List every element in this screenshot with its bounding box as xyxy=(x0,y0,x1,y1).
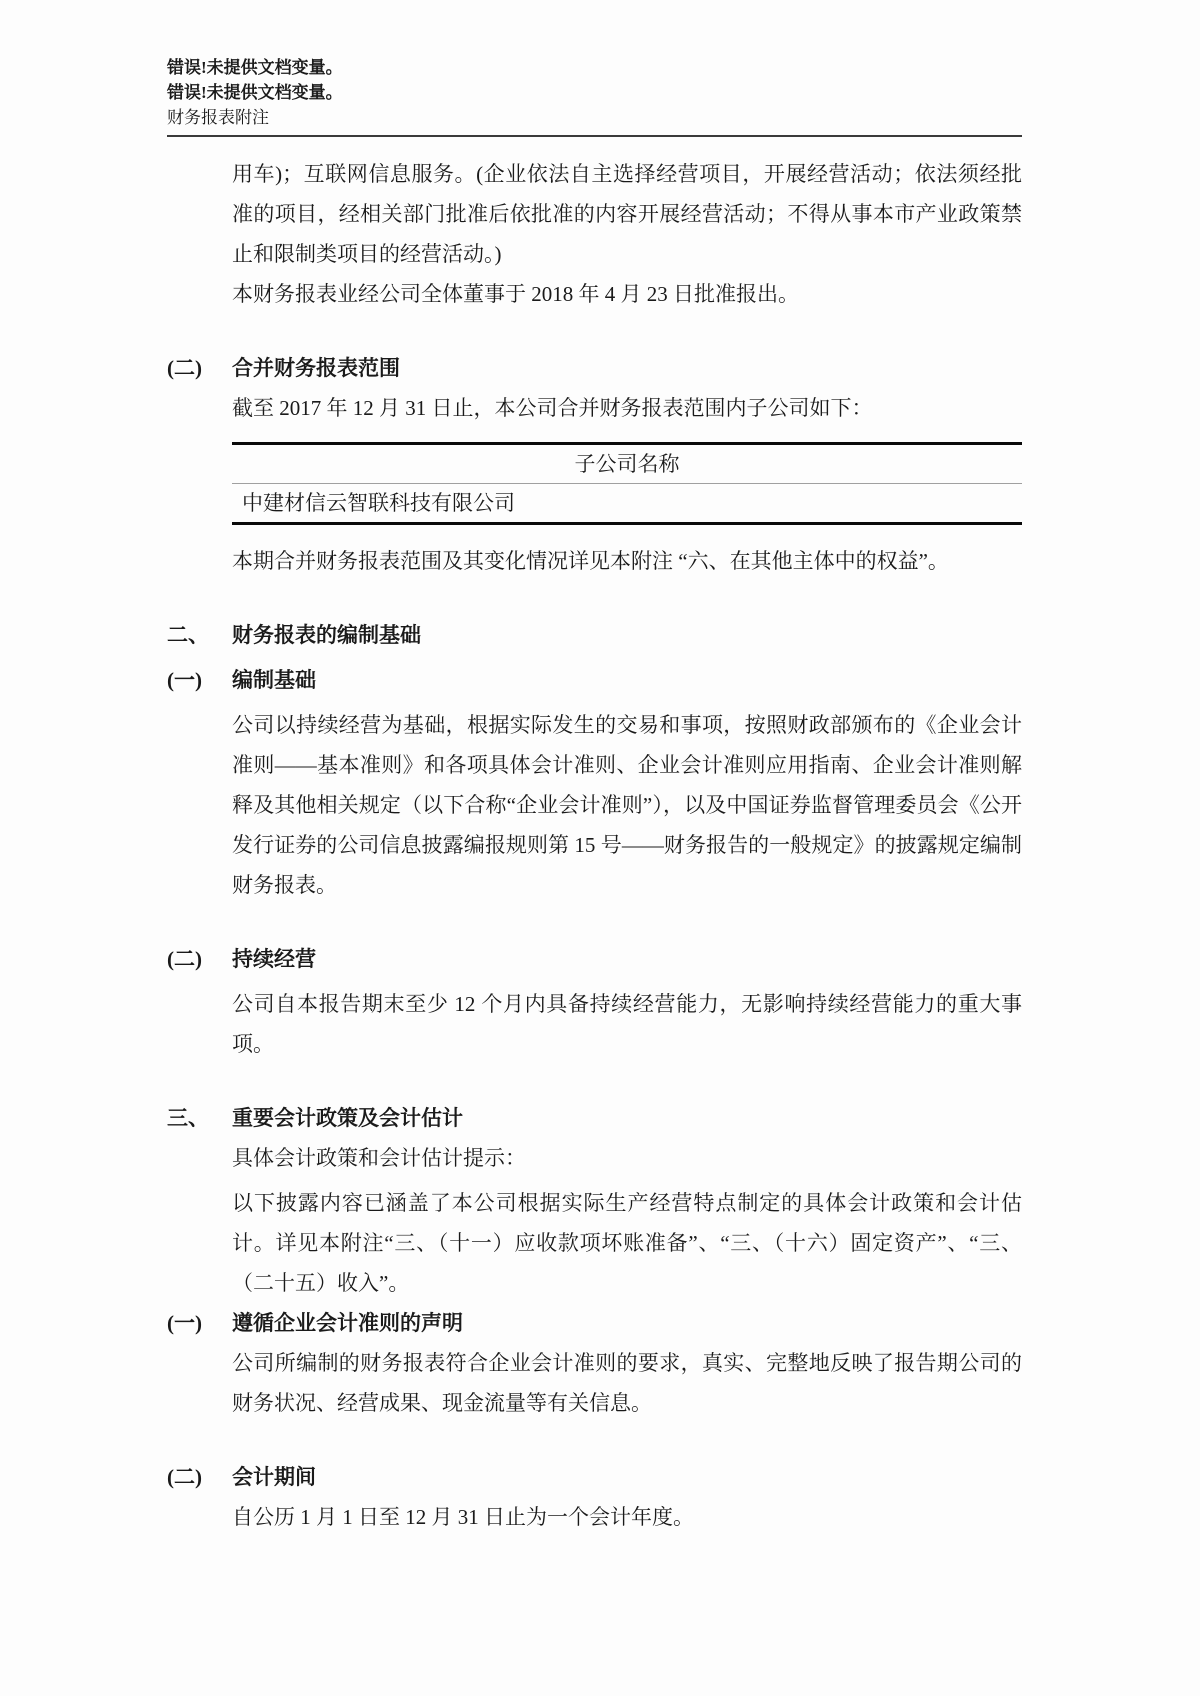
section-basis-heading xyxy=(167,615,1022,655)
header-error-line-2: 错误!未提供文档变量。 xyxy=(167,83,343,102)
header-rule xyxy=(167,135,1022,137)
policies-coverage-paragraph: 以下披露内容已涵盖了本公司根据实际生产经营特点制定的具体会计政策和会计估计。详见本附注“三、（十一）应收款项坏账准备”、“三、（十六）固定资产”、“三、（二十五）收入”。 xyxy=(232,1191,1022,1295)
page-header xyxy=(167,55,1022,137)
subsection-number: (一) xyxy=(167,1311,202,1335)
prep-paragraph: 公司以持续经营为基础，根据实际发生的交易和事项，按照财政部颁布的《企业会计准则——基本准则》和各项具体会计准则、企业会计准则应用指南、企业会计准则解释及其他相关规定（以下合称“企业会计准则”），以及中国证券监督管理委员会《公开发行证券的公司信息披露编报规则第 15 号——财务报告的一般规定》的披露规定编制财务报表。 xyxy=(232,713,1022,897)
header-error-line-1: 错误!未提供文档变量。 xyxy=(167,58,343,77)
accounting-period-paragraph: 自公历 1 月 1 日至 12 月 31 日止为一个会计年度。 xyxy=(232,1505,694,1529)
table-header-cell: 子公司名称 xyxy=(232,445,1022,484)
section-title: 合并财务报表范围 xyxy=(232,356,400,380)
going-concern-paragraph: 公司自本报告期末至少 12 个月内具备持续经营能力，无影响持续经营能力的重大事项。 xyxy=(232,992,1022,1056)
subsidiaries-table xyxy=(232,442,1022,525)
section-policies-heading xyxy=(167,1098,1022,1138)
subsidiary-name-cell: 中建材信云智联科技有限公司 xyxy=(242,491,515,515)
scope-lead-paragraph: 截至 2017 年 12 月 31 日止，本公司合并财务报表范围内子公司如下： xyxy=(232,396,873,420)
subsection-title: 会计期间 xyxy=(232,1465,316,1489)
subsection-title: 持续经营 xyxy=(232,947,316,971)
sub-going-concern-heading xyxy=(167,939,1022,979)
sub-period-heading xyxy=(167,1457,1022,1497)
section-number: 二、 xyxy=(167,623,209,647)
subsection-number: (二) xyxy=(167,947,202,971)
section-number: 三、 xyxy=(167,1106,209,1130)
compliance-paragraph: 公司所编制的财务报表符合企业会计准则的要求，真实、完整地反映了报告期公司的财务状况、经营成果、现金流量等有关信息。 xyxy=(232,1351,1022,1415)
section-scope-heading xyxy=(167,348,1022,388)
section-number: (二) xyxy=(167,356,202,380)
table-row xyxy=(232,484,1022,522)
subsection-title: 遵循企业会计准则的声明 xyxy=(232,1311,463,1335)
sub-prep-heading xyxy=(167,660,1022,700)
section-title: 财务报表的编制基础 xyxy=(232,623,421,647)
scope-note-paragraph: 本期合并财务报表范围及其变化情况详见本附注 “六、在其他主体中的权益”。 xyxy=(232,549,949,573)
business-scope-paragraph: 用车)；互联网信息服务。(企业依法自主选择经营项目，开展经营活动；依法须经批准的项目，经相关部门批准后依批准的内容开展经营活动；不得从事本市产业政策禁止和限制类项目的经营活动。) xyxy=(232,162,1022,266)
document-body xyxy=(167,154,1022,1537)
section-title: 重要会计政策及会计估计 xyxy=(232,1106,463,1130)
sub-compliance-heading xyxy=(167,1303,1022,1343)
policies-hint-paragraph: 具体会计政策和会计估计提示： xyxy=(232,1146,526,1170)
subsection-number: (二) xyxy=(167,1465,202,1489)
header-doc-title: 财务报表附注 xyxy=(167,108,269,127)
subsection-number: (一) xyxy=(167,668,202,692)
approval-paragraph: 本财务报表业经公司全体董事于 2018 年 4 月 23 日批准报出。 xyxy=(232,282,799,306)
subsection-title: 编制基础 xyxy=(232,668,316,692)
